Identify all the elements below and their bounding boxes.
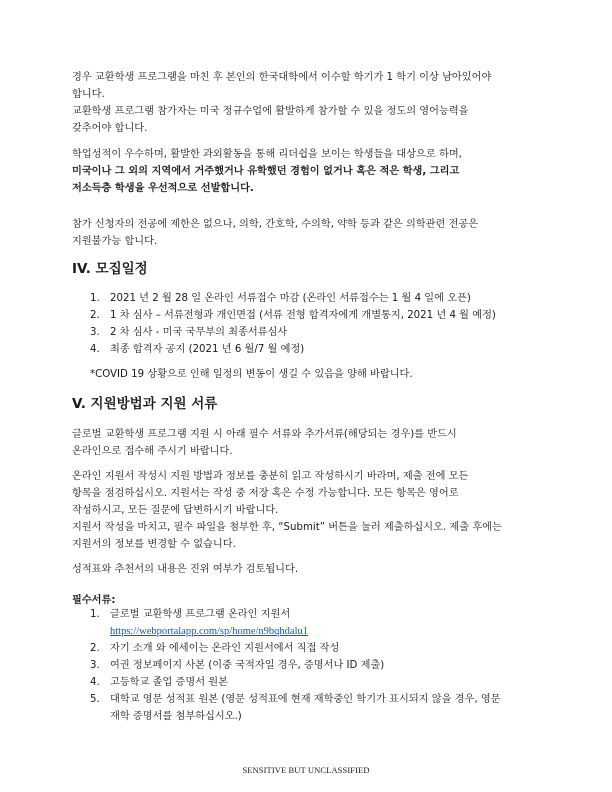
text-line: 항목을 점검하십시오. 지원서는 작성 중 저장 혹은 수정 가능합니다. 모든 항목은 영어로 (72, 488, 459, 499)
required-documents-label: 필수서류: (72, 595, 116, 606)
verification-note: 성적표와 추천서의 내용은 진위 여부가 검토됩니다. (72, 564, 299, 575)
list-item (90, 640, 550, 657)
list-item-text: 대학교 영문 성적표 원본 (영문 성적표에 현재 재학중인 학기가 표시되지 않을 경우, 영문 (110, 694, 501, 705)
text-line: 온라인으로 접수해 주시기 바랍니다. (72, 446, 233, 457)
list-item-text: 1 차 심사 – 서류전형과 개인면접 (서류 전형 합격자에게 개별통지, 2021 년 4 월 예정) (110, 310, 496, 321)
text-line: 온라인 지원서 작성시 지원 방법과 정보를 충분히 읽고 작성하시기 바라며, 제출 전에 모든 (72, 471, 469, 482)
text-line: 글로벌 교환학생 프로그램 지원 시 아래 필수 서류와 추가서류(해당되는 경우)를 반드시 (72, 429, 457, 440)
list-number: 5. (90, 694, 100, 705)
link-line (110, 623, 550, 640)
major-restriction-paragraph (72, 216, 542, 250)
section-heading-application: V. 지원방법과 지원 서류 (72, 396, 218, 412)
text-line: 지원서 작성을 마치고, 필수 파일을 첨부한 후, “Submit” 버튼을 눌러 제출하십시오. 제출 후에는 (72, 522, 502, 533)
bold-text-line: 미국이나 그 외의 지역에서 거주했거나 유학했던 경험이 없거나 혹은 적은 학생, 그리고 (72, 166, 460, 177)
selection-criteria-paragraph (72, 146, 542, 197)
text-line: 합니다. (72, 89, 105, 100)
list-number: 1. (90, 609, 100, 620)
list-number: 2. (90, 310, 100, 321)
text-line: 학업성적이 우수하며, 활발한 과외활동을 통해 리더쉽을 보이는 학생들을 대상으로 하며, (72, 149, 462, 160)
list-item-continuation: 재학 증명서를 첨부하십시오.) (110, 711, 242, 722)
list-item-text: 2021 년 2 월 28 일 온라인 서류접수 마감 (온라인 서류접수는 1 월 4 일에 오픈) (110, 293, 471, 304)
list-item-text: 최종 합격자 공지 (2021 년 6 월/7 월 예정) (110, 344, 305, 355)
application-instructions-paragraph (72, 468, 542, 553)
list-number: 2. (90, 643, 100, 654)
list-item (90, 657, 550, 674)
text-line: 지원불가능 합니다. (72, 236, 158, 247)
list-item-text: 여권 정보페이지 사본 (이중 국적자일 경우, 증명서나 ID 제출) (110, 660, 385, 671)
list-item (90, 307, 550, 324)
text-line: 갖추어야 합니다. (72, 123, 148, 134)
list-number: 4. (90, 344, 100, 355)
schedule-list (90, 290, 550, 358)
list-item-text: 고등학교 졸업 증명서 원본 (110, 677, 228, 688)
text-line: 지원서의 정보를 변경할 수 없습니다. (72, 539, 236, 550)
bold-text-line: 저소득층 학생을 우선적으로 선발합니다. (72, 183, 254, 194)
list-number: 4. (90, 677, 100, 688)
list-number: 1. (90, 293, 100, 304)
eligibility-paragraph (72, 69, 542, 137)
text-line: 교환학생 프로그램 참가자는 미국 정규수업에 활발하게 참가할 수 있을 정도의 영어능력을 (72, 106, 469, 117)
text-line: 참가 신청자의 전공에 제한은 없으나, 의학, 간호학, 수의학, 약학 등과 같은 의학관련 전공은 (72, 219, 479, 230)
list-number: 3. (90, 327, 100, 338)
covid-note: *COVID 19 상황으로 인해 일정의 변동이 생길 수 있음을 양해 바랍니다. (90, 369, 413, 380)
list-number: 3. (90, 660, 100, 671)
list-item (90, 691, 550, 725)
section-heading-schedule: IV. 모집일정 (72, 261, 148, 277)
list-item (90, 324, 550, 341)
list-item-text: 2 차 심사 - 미국 국무부의 최종서류심사 (110, 327, 288, 338)
classification-footer: SENSITIVE BUT UNCLASSIFIED (242, 765, 370, 775)
application-portal-link[interactable]: https://webportalapp.com/sp/home/n9bqhdalu1 (110, 626, 309, 637)
list-item-text: 글로벌 교환학생 프로그램 온라인 지원서 (110, 609, 291, 620)
list-item (90, 606, 550, 640)
text-line: 경우 교환학생 프로그램을 마친 후 본인의 한국대학에서 이수할 학기가 1 학기 이상 남아있어야 (72, 72, 492, 83)
application-intro-paragraph (72, 426, 542, 460)
list-item-text: 자기 소개 와 에세이는 온라인 지원서에서 직접 작성 (110, 643, 340, 654)
list-item (90, 290, 550, 307)
text-line: 작성하시고, 모든 질문에 답변하시기 바랍니다. (72, 505, 279, 516)
required-documents-list (90, 606, 550, 725)
list-item (90, 674, 550, 691)
list-item (90, 341, 550, 358)
